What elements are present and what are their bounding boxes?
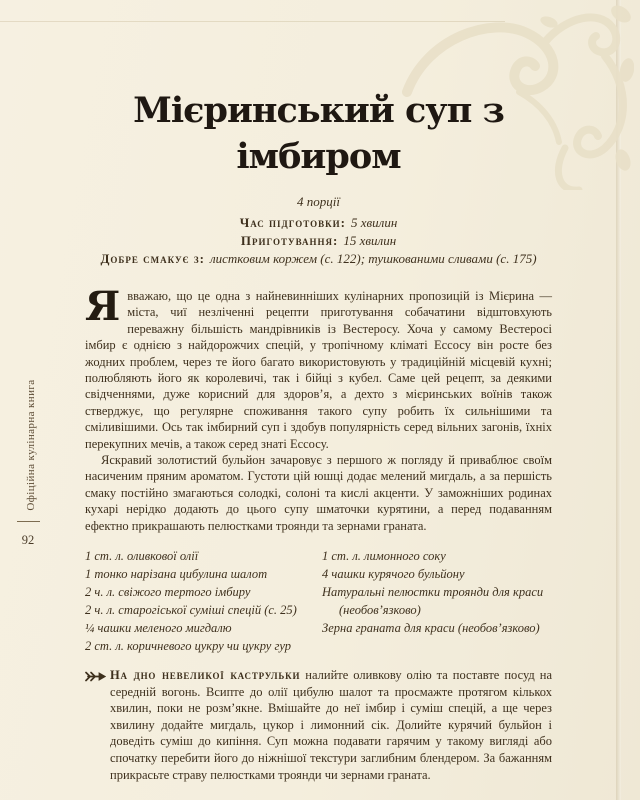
arrow-icon <box>85 670 106 687</box>
recipe-content <box>85 0 552 783</box>
dropcap-letter: Я <box>85 283 121 330</box>
recipe-meta-block <box>85 194 552 268</box>
ingredients-section <box>85 547 552 655</box>
meta-pairs-with-value: листковим коржем (с. 122); тушкованими сливами (с. 175) <box>209 251 537 266</box>
instruction-lead: На дно невеликої каструльки <box>110 668 301 683</box>
meta-cook-time-value: 15 хвилин <box>343 233 397 248</box>
ingredients-column-left <box>85 547 322 655</box>
instruction-body: налийте оливкову олію та поставте посуд на середній вогонь. Всипте до олії цибулю шалот та просмажте протягом кількох хвилин, поки не розм’якне. Вмішайте до неї імбир і суміш спецій, а ще через хвилину додайте мигдаль, цукор і лимонний сік. Долийте курячий бульйон і доведіть суміш до кипіння. Суп можна подавати гарячим у такому вигляді або спочатку перебити його до ніжнішої текстури заглибним блендером. За бажанням прикрасьте страву пелюстками троянди чи зернами граната. <box>110 668 552 782</box>
ingredient-item: 2 ч. л. свіжого тертого імбиру <box>85 585 251 600</box>
ingredients-column-right <box>322 547 552 655</box>
intro-paragraph-text: вважаю, що це одна з найневинніших кулінарних пропозицій із Мієрина — міста, чиї незліченні рецепти приготування собачатини відштовхують переважну більшість мандрівників із Вестеросу. Хоча у самому Вестеросі імбир є однією з найдорожчих спецій, у тропічному кліматі Ессосу він росте без жодних проблем, через те його багато використовують у традиційній місцевій кухні; полюбляють його як королевичі, так і бійці з кубел. Саме цей рецепт, за деякими свідченнями, дуже корисний для здоров’я, а дехто з мієринських воїнів також стверджує, що регулярне споживання такого супу робить їх сильнішими та сміливішими. Ось так імбирний суп і здобув популярність серед вільних загонів, їхніх перекупних мечів, а також серед знаті Ессосу. <box>85 289 552 451</box>
sidebar-divider <box>17 521 40 522</box>
ingredient-item: 2 ч. л. старогіської суміші спецій (с. 25) <box>85 603 297 618</box>
book-title-vertical: Офіційна кулінарна книга <box>25 379 37 511</box>
servings-label: 4 порції <box>297 194 340 209</box>
ingredient-item: 1 ст. л. лимонного соку <box>322 549 446 564</box>
meta-cook-time-label: Приготування: <box>240 233 339 248</box>
ingredient-item: 1 тонко нарізана цибулина шалот <box>85 567 268 582</box>
page-number: 92 <box>21 533 35 547</box>
meta-prep-time-value: 5 хвилин <box>351 215 398 230</box>
ingredient-item: 2 ст. л. коричневого цукру чи цукру гур <box>85 639 291 654</box>
ingredient-item: Натуральні пелюстки троянди для краси (необов’язково) <box>322 585 544 618</box>
intro-paragraph <box>85 283 552 452</box>
instructions-paragraph <box>85 667 552 783</box>
ingredient-item: 1 ст. л. оливкової олії <box>85 549 199 564</box>
meta-pairs-with <box>85 250 552 268</box>
meta-prep-time <box>85 214 552 232</box>
meta-cook-time <box>85 232 552 250</box>
recipe-title: Мієринський суп з імбиром <box>133 90 504 177</box>
description-paragraph: Яскравий золотистий бульйон зачаровує з першого ж погляду й приваблює своїм насиченим пряним ароматом. Густоти цій юшці додає мелений мигдаль, а за першість смаку постійно змагаються солодкі, солоні та кислі акценти. У заможніших родинах кухарі нерідко додають до цього супу шматочки курятини, а перед подаванням ефектно прикрашають пелюстками троянди та зернами граната. <box>85 453 552 533</box>
ingredient-item: 4 чашки курячого бульйону <box>322 567 465 582</box>
ingredient-item: Зерна граната для краси (необов’язково) <box>322 621 540 636</box>
ingredient-item: ¼ чашки меленого мигдалю <box>85 621 232 636</box>
meta-pairs-with-label: Добре смакує з: <box>100 251 205 266</box>
meta-prep-time-label: Час підготовки: <box>239 215 346 230</box>
